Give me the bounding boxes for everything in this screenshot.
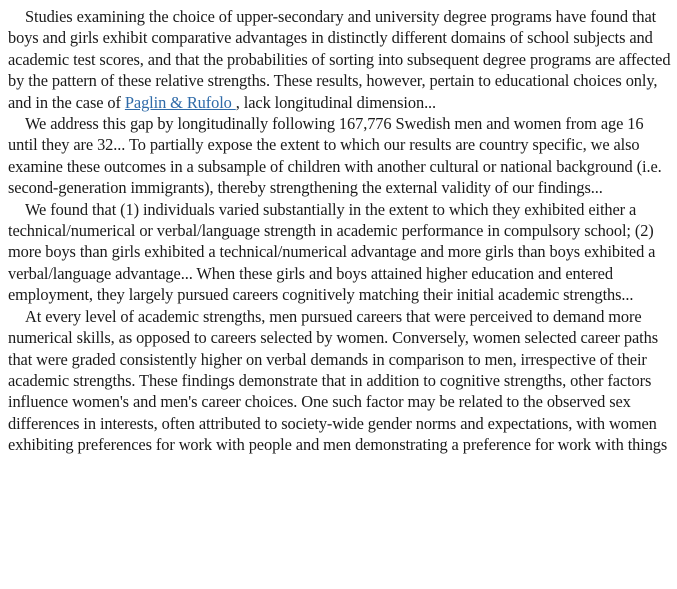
paragraph-2: We address this gap by longitudinally following 167,776 Swedish men and women from age 16 until they are 32... To partially expose the extent to which our results are country specific, we also examine these outcomes in a subsample of children with another cultural or national background (i.e. second-generation immigrants), thereby strengthening the external validity of our findings...	[8, 114, 662, 198]
paragraph-1-text: Studies examining the choice of upper-secondary and university degree programs have found that boys and girls exhibit comparative advantages in distinctly different domains of school subjects and academic test scores, and that the probabilities of sorting into subsequent degree programs are affected by the pattern of these relative strengths. These results, however, pertain to educational choices only, and in the case of	[8, 7, 671, 112]
paragraph-1-text-end: , lack longitudinal dimension...	[235, 92, 437, 112]
paragraph-1	[8, 6, 671, 113]
paragraph-4: At every level of academic strengths, men pursued careers that were perceived to demand more numerical skills, as opposed to careers selected by women. Conversely, women selected career paths that were graded consistently higher on verbal demands in comparison to men, irrespective of their academic strengths. These findings demonstrate that in addition to cognitive strengths, other factors influence women's and men's career choices. One such factor may be related to the observed sex differences in interests, often attributed to society-wide gender norms and expectations, with women exhibiting preferences for work with people and men demonstrating a preference for work with things	[8, 306, 668, 455]
citation-link-paglin-rufolo[interactable]: Paglin & Rufolo	[124, 92, 236, 112]
paragraph-3: We found that (1) individuals varied substantially in the extent to which they exhibited either a technical/numerical or verbal/language strength in academic performance in compulsory school; (2) more boys than girls exhibited a technical/numerical advantage and more girls than boys exhibited a verbal/language advantage... When these girls and boys attained higher education and entered employment, they largely pursued careers cognitively matching their initial academic strengths...	[8, 199, 656, 305]
